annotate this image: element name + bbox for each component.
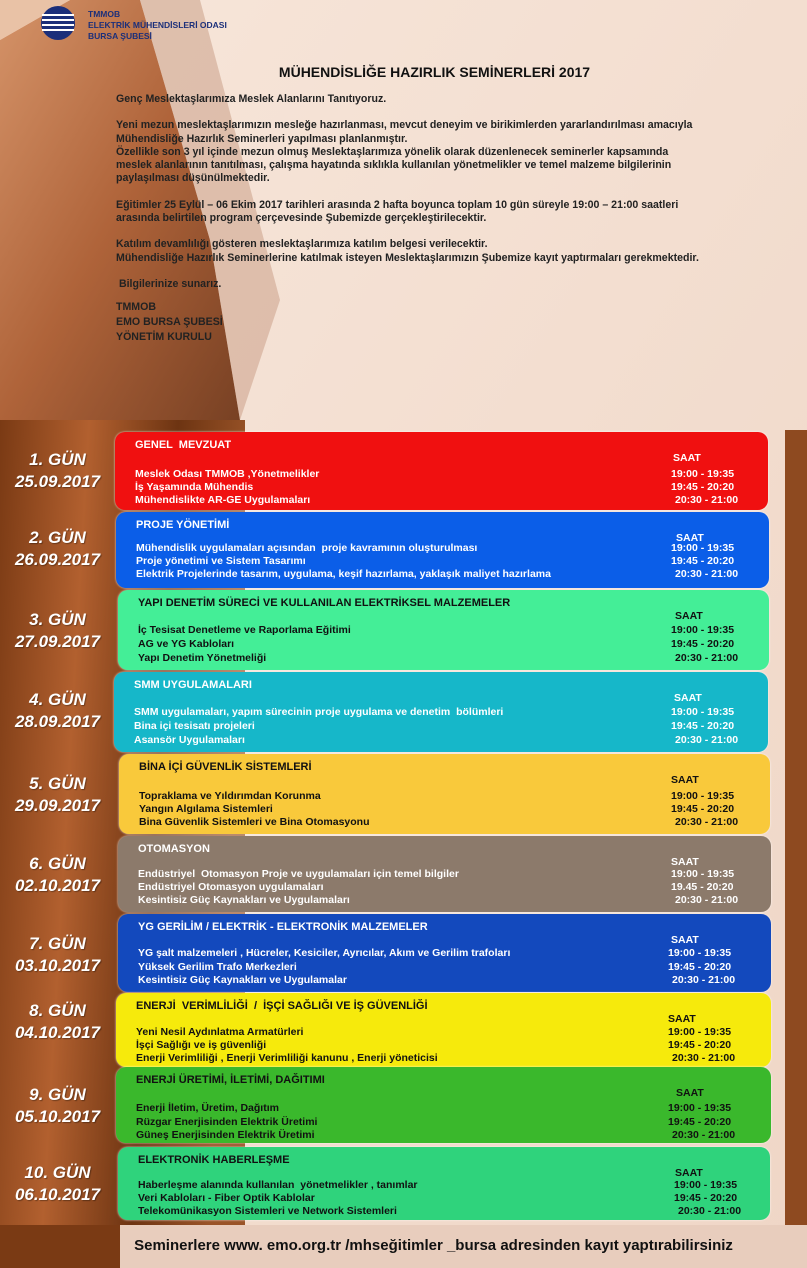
intro-line: Mühendisliğe Hazırlık Seminerleri yapılması planlanmıştır. — [116, 132, 408, 145]
session-card — [118, 836, 771, 912]
session-card — [114, 672, 768, 752]
time-header: SAAT — [668, 1013, 696, 1025]
session-topic: Topraklama ve Yıldırımdan Korunma — [139, 790, 321, 802]
session-time: 19:00 - 19:35 — [668, 947, 732, 959]
session-time: 20:30 - 21:00 — [672, 1052, 736, 1064]
day-date: 05.10.2017 — [14, 1107, 101, 1126]
day-number: 1. GÜN — [29, 450, 86, 469]
org-line-1: TMMOB — [88, 9, 121, 19]
session-time: 20:30 - 21:00 — [675, 652, 739, 664]
day-date: 04.10.2017 — [14, 1023, 101, 1042]
session-time: 19:00 - 19:35 — [668, 1026, 732, 1038]
intro-line: Özellikle son 3 yıl içinde mezun olmuş Meslektaşlarımıza yönelik olarak düzenlenecek seminerler kapsamında — [116, 145, 669, 158]
day-number: 3. GÜN — [29, 610, 86, 629]
intro-line: meslek alanlarının tanıtılması, çalışma hayatında sıklıkla kullanılan yönetmelikler ve temel malzeme bilgilerinin — [116, 159, 672, 172]
session-time: 19:45 - 20:20 — [671, 555, 735, 567]
day-label — [0, 449, 115, 493]
session-time: 19:00 - 19:35 — [671, 868, 735, 880]
session-time: 19:00 - 19:35 — [671, 542, 735, 554]
time-header: SAAT — [676, 532, 704, 544]
session-time: 19:45 - 20:20 — [674, 1192, 738, 1204]
day-date: 26.09.2017 — [14, 550, 101, 569]
session-topic: Elektrik Projelerinde tasarım, uygulama, keşif hazırlama, yaklaşık maliyet hazırlama — [136, 568, 551, 580]
session-topic: Asansör Uygulamaları — [134, 734, 245, 746]
day-number: 7. GÜN — [29, 934, 86, 953]
session-topic: Proje yönetimi ve Sistem Tasarımı — [136, 555, 306, 567]
session-topic: Enerji Verimliliği , Enerji Verimliliği kanunu , Enerji yöneticisi — [136, 1052, 438, 1064]
session-time: 19.45 - 20:20 — [671, 881, 734, 893]
session-time: 20:30 - 21:00 — [672, 974, 736, 986]
session-title: ENERJİ VERİMLİLİĞİ / İŞÇİ SAĞLIĞI VE İŞ GÜVENLİĞİ — [136, 1000, 428, 1012]
session-title: BİNA İÇİ GÜVENLİK SİSTEMLERİ — [139, 761, 312, 773]
time-header: SAAT — [671, 934, 699, 946]
day-number: 2. GÜN — [29, 528, 86, 547]
day-date: 29.09.2017 — [14, 796, 101, 815]
session-time: 20:30 - 21:00 — [675, 894, 739, 906]
session-topic: Bina içi tesisatı projeleri — [134, 720, 255, 732]
session-time: 20:30 - 21:00 — [678, 1205, 742, 1217]
time-header: SAAT — [674, 692, 702, 704]
intro-line: paylaşılması düşünülmektedir. — [116, 172, 270, 185]
session-topic: Yapı Denetim Yönetmeliği — [138, 652, 267, 664]
session-time: 19:45 - 20:20 — [671, 481, 735, 493]
day-date: 03.10.2017 — [14, 956, 101, 975]
session-time: 20:30 - 21:00 — [675, 816, 739, 828]
session-topic: Kesintisiz Güç Kaynakları ve Uygulamalar — [138, 974, 347, 986]
day-label — [0, 1000, 115, 1044]
session-time: 19:45 - 20:20 — [671, 720, 735, 732]
session-time: 19:45 - 20:20 — [671, 803, 735, 815]
session-topic: YG şalt malzemeleri , Hücreler, Kesiciler, Ayrıcılar, Akım ve Gerilim trafoları — [138, 947, 511, 959]
intro-line: Mühendisliğe Hazırlık Seminerlerine katılmak isteyen Meslektaşlarımızın Şubemize kayıt yaptırmaları gerekmektedir. — [116, 251, 699, 264]
intro-heading: Genç Meslektaşlarımıza Meslek Alanlarını Tanıtıyoruz. — [116, 93, 387, 105]
session-topic: Meslek Odası TMMOB ,Yönetmelikler — [135, 468, 320, 480]
session-topic: Endüstriyel Otomasyon Proje ve uygulamaları için temel bilgiler — [138, 868, 459, 880]
intro-line: arasında belirtilen program çerçevesinde Şubemizde gerçekleştirilecektir. — [116, 212, 487, 225]
intro-line: Bilgilerinize sunarız. — [116, 277, 222, 290]
session-card — [116, 1067, 771, 1143]
session-topic: Mühendislikte AR-GE Uygulamaları — [135, 494, 311, 506]
session-topic: Telekomünikasyon Sistemleri ve Network Sistemleri — [138, 1205, 397, 1217]
session-topic: İşçi Sağlığı ve iş güvenliği — [136, 1039, 267, 1051]
session-topic: Bina Güvenlik Sistemleri ve Bina Otomasyonu — [139, 816, 370, 828]
day-date: 27.09.2017 — [14, 632, 101, 651]
day-label — [0, 853, 115, 897]
session-card — [118, 590, 769, 670]
session-topic: Güneş Enerjisinden Elektrik Üretimi — [136, 1129, 315, 1141]
session-time: 19:45 - 20:20 — [671, 638, 735, 650]
session-card — [116, 512, 769, 588]
session-title: ENERJİ ÜRETİMİ, İLETİMİ, DAĞITIMI — [136, 1074, 325, 1086]
intro-line: Eğitimler 25 Eylül – 06 Ekim 2017 tarihleri arasında 2 hafta boyunca toplam 10 gün süreyle 19:00 – 21:00 saatleri — [116, 198, 679, 211]
session-topic: Rüzgar Enerjisinden Elektrik Üretimi — [136, 1116, 318, 1128]
day-label — [0, 933, 115, 977]
day-date: 06.10.2017 — [14, 1185, 101, 1204]
session-time: 19:00 - 19:35 — [668, 1102, 732, 1114]
signature-line: YÖNETİM KURULU — [116, 331, 212, 344]
session-topic: Yangın Algılama Sistemleri — [139, 803, 273, 815]
org-line-2: ELEKTRİK MÜHENDİSLERİ ODASI — [88, 20, 227, 30]
day-date: 28.09.2017 — [14, 712, 101, 731]
session-topic: İş Yaşamında Mühendis — [135, 481, 254, 493]
session-time: 19:00 - 19:35 — [671, 624, 735, 636]
session-card — [118, 1147, 770, 1220]
session-time: 20:30 - 21:00 — [672, 1129, 736, 1141]
day-number: 10. GÜN — [24, 1163, 91, 1182]
time-header: SAAT — [676, 1087, 704, 1099]
session-card — [119, 754, 770, 834]
day-label — [0, 527, 115, 571]
day-label — [0, 773, 115, 817]
session-topic: Enerji İletim, Üretim, Dağıtım — [136, 1102, 279, 1114]
session-topic: Mühendislik uygulamaları açısından proje kavramının oluşturulması — [136, 542, 478, 554]
session-topic: İç Tesisat Denetleme ve Raporlama Eğitimi — [138, 624, 351, 636]
session-title: ELEKTRONİK HABERLEŞME — [138, 1154, 290, 1166]
session-topic: Haberleşme alanında kullanılan yönetmelikler , tanımlar — [138, 1179, 418, 1191]
signature-line: TMMOB — [116, 301, 157, 314]
session-title: SMM UYGULAMALARI — [134, 679, 252, 691]
day-date: 02.10.2017 — [14, 876, 101, 895]
session-topic: SMM uygulamaları, yapım sürecinin proje uygulama ve denetim bölümleri — [134, 706, 504, 718]
session-topic: Yeni Nesil Aydınlatma Armatürleri — [136, 1026, 304, 1038]
day-date: 25.09.2017 — [14, 472, 101, 491]
session-time: 19:00 - 19:35 — [671, 790, 735, 802]
session-time: 19:00 - 19:35 — [671, 706, 735, 718]
day-number: 4. GÜN — [29, 690, 86, 709]
session-time: 20:30 - 21:00 — [675, 734, 739, 746]
day-label — [0, 1084, 115, 1128]
session-card — [115, 432, 768, 510]
session-time: 20:30 - 21:00 — [675, 568, 739, 580]
time-header: SAAT — [671, 856, 699, 868]
day-number: 5. GÜN — [29, 774, 86, 793]
day-label — [0, 1162, 115, 1206]
session-topic: Kesintisiz Güç Kaynakları ve Uygulamaları — [138, 894, 350, 906]
session-time: 19:45 - 20:20 — [668, 961, 732, 973]
session-time: 19:45 - 20:20 — [668, 1039, 732, 1051]
time-header: SAAT — [675, 1167, 703, 1179]
signature-line: EMO BURSA ŞUBESİ — [116, 316, 223, 329]
day-number: 6. GÜN — [29, 854, 86, 873]
session-title: PROJE YÖNETİMİ — [136, 519, 230, 531]
intro-line: Yeni mezun meslektaşlarımızın mesleğe hazırlanması, mevcut deneyim ve birikimlerden yararlandırılması amacıyla — [116, 119, 693, 132]
session-title: YAPI DENETİM SÜRECİ VE KULLANILAN ELEKTRİKSEL MALZEMELER — [138, 597, 511, 609]
session-card — [116, 993, 771, 1067]
time-header: SAAT — [673, 452, 701, 464]
session-time: 19:00 - 19:35 — [674, 1179, 738, 1191]
org-line-3: BURSA ŞUBESİ — [88, 31, 152, 41]
session-title: YG GERİLİM / ELEKTRİK - ELEKTRONİK MALZEMELER — [138, 921, 428, 933]
footer-registration-note: Seminerlere www. emo.org.tr /mhseğitimler _bursa adresinden kayıt yaptırabilirsiniz — [134, 1237, 733, 1254]
session-time: 19:00 - 19:35 — [671, 468, 735, 480]
intro-text — [116, 93, 801, 345]
session-time: 19:45 - 20:20 — [668, 1116, 732, 1128]
session-topic: AG ve YG Kabloları — [138, 638, 235, 650]
session-title: GENEL MEVZUAT — [135, 439, 232, 451]
emo-logo — [40, 5, 240, 45]
intro-line: Katılım devamlılığı gösteren meslektaşlarımıza katılım belgesi verilecektir. — [116, 238, 488, 251]
day-label — [0, 609, 115, 653]
time-header: SAAT — [675, 610, 703, 622]
session-title: OTOMASYON — [138, 843, 210, 855]
session-card — [118, 914, 771, 992]
emo-logo-icon — [40, 5, 76, 41]
session-topic: Yüksek Gerilim Trafo Merkezleri — [138, 961, 297, 973]
page-title: MÜHENDİSLİĞE HAZIRLIK SEMİNERLERİ 2017 — [278, 64, 591, 80]
day-label — [0, 689, 115, 733]
time-header: SAAT — [671, 774, 699, 786]
session-topic: Endüstriyel Otomasyon uygulamaları — [138, 881, 324, 893]
session-time: 20:30 - 21:00 — [675, 494, 739, 506]
day-number: 8. GÜN — [29, 1001, 86, 1020]
session-topic: Veri Kabloları - Fiber Optik Kablolar — [138, 1192, 315, 1204]
day-number: 9. GÜN — [29, 1085, 86, 1104]
